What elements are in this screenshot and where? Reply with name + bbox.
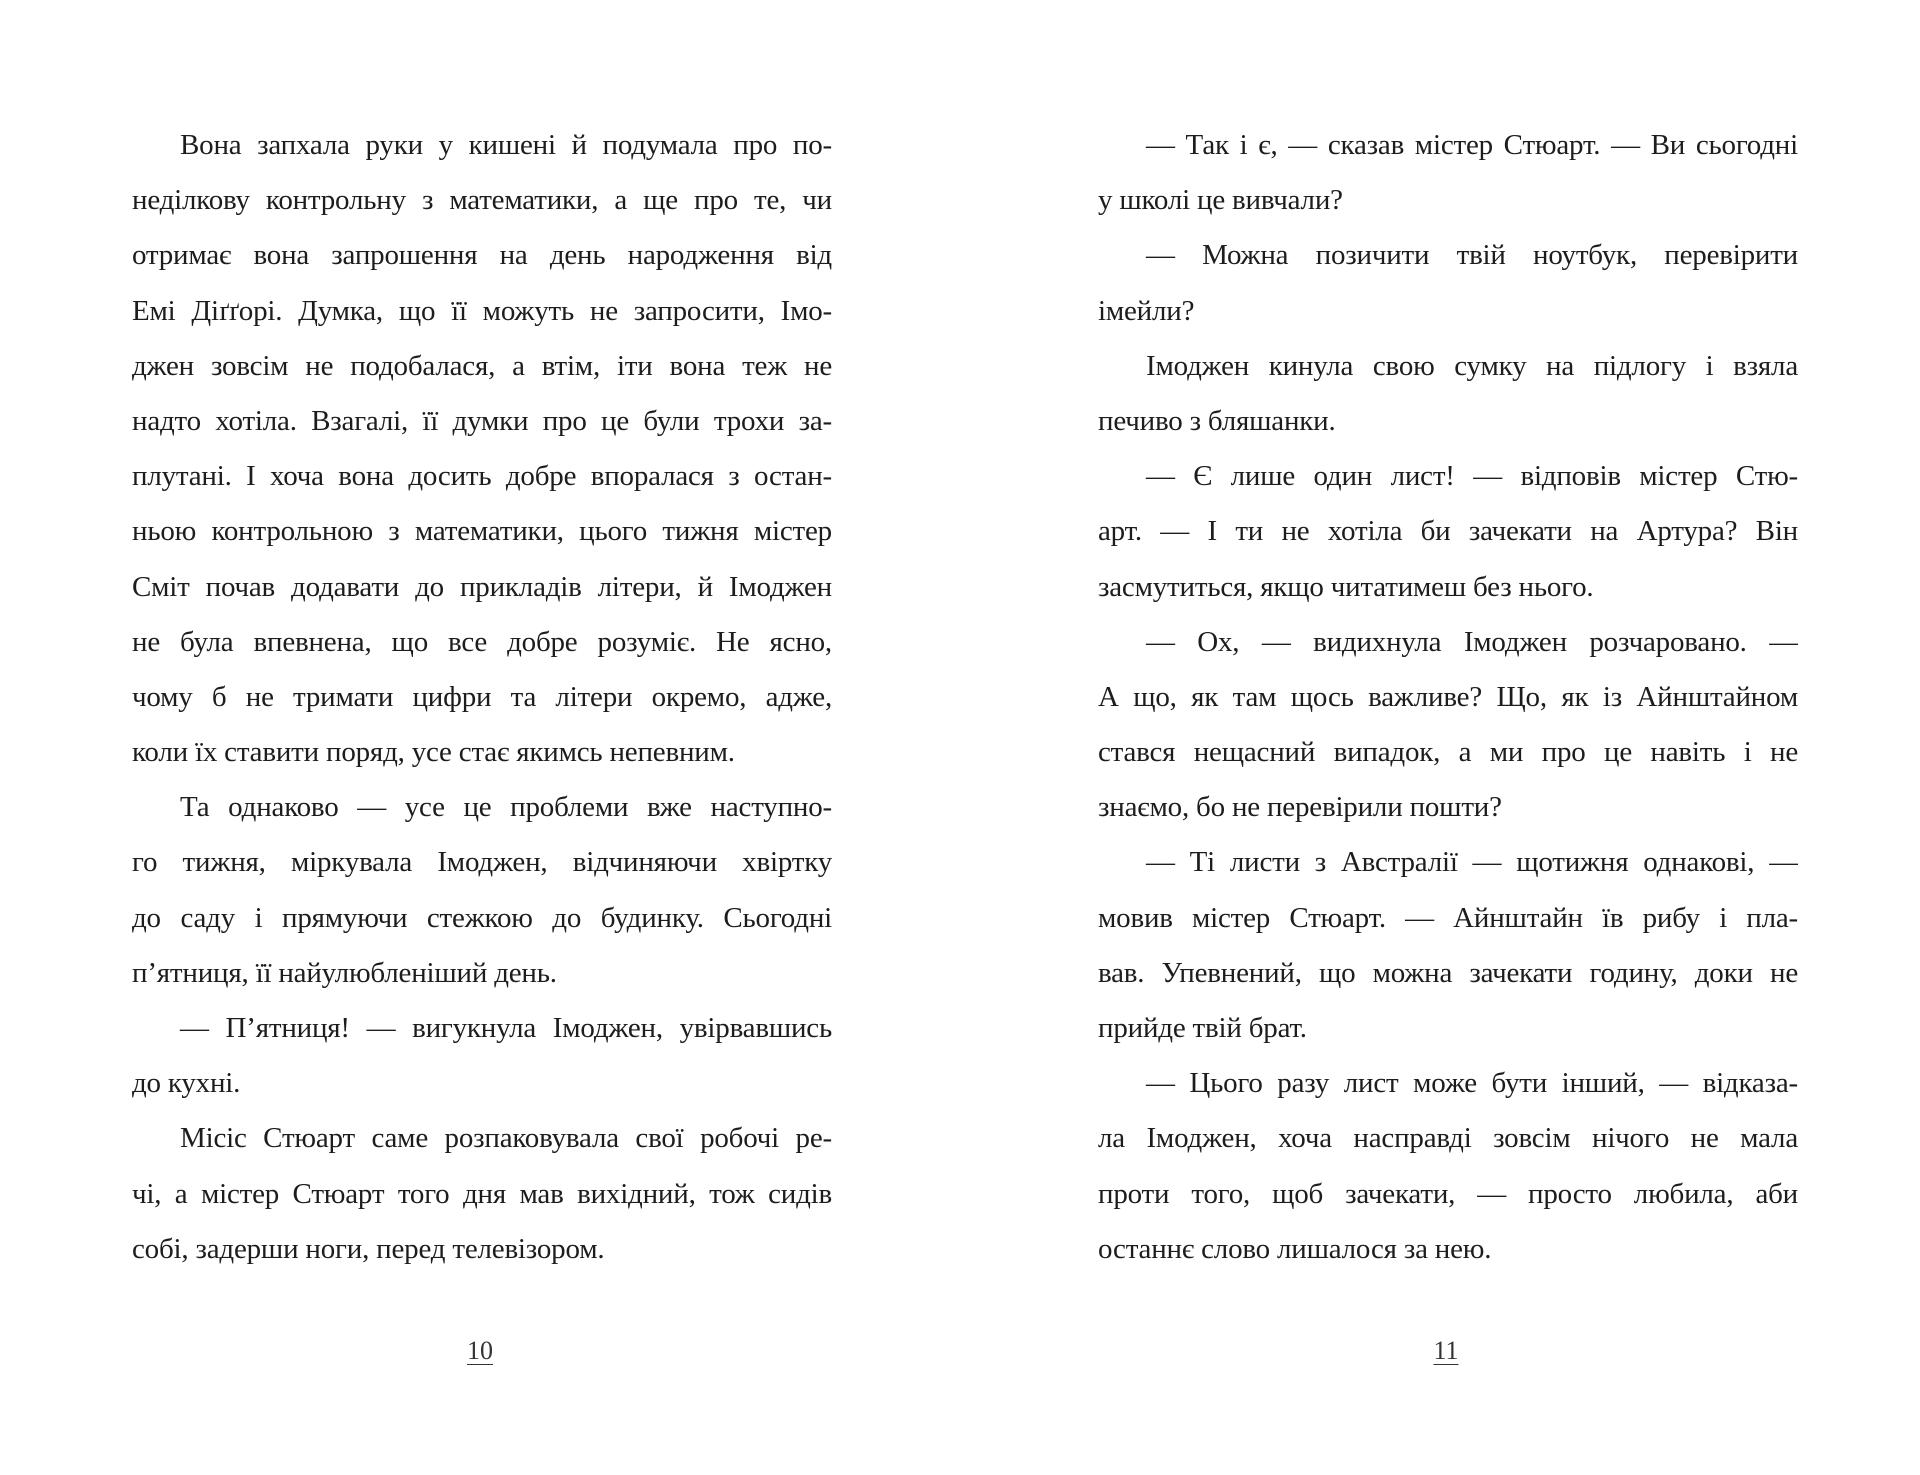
text-line: отримає вона запрошення на день народження від [132, 239, 832, 272]
paragraph [132, 1001, 832, 1111]
text-line: — Цього разу лист може бути інший, — відказа- [1146, 1067, 1798, 1100]
text-line: знаємо, бо не перевірили пошти? [1098, 791, 1502, 824]
text-line: собі, задерши ноги, перед телевізором. [132, 1232, 605, 1265]
paragraph [132, 118, 832, 780]
text-line: — Ох, — видихнула Імоджен розчаровано. — [1146, 625, 1798, 658]
paragraph [1098, 228, 1798, 338]
text-line: ньою контрольною з математики, цього тижня містер [132, 515, 832, 548]
text-line: коли їх ставити поряд, усе стає якимсь непевним. [132, 736, 735, 769]
paragraph [1098, 835, 1798, 1056]
text-line: стався нещасний випадок, а ми про це навіть і не [1098, 736, 1798, 769]
text-line: го тижня, міркувала Імоджен, відчиняючи хвіртку [132, 846, 832, 879]
text-line: Емі Діґґорі. Думка, що її можуть не запросити, Імо- [132, 294, 832, 327]
text-line: неділкову контрольну з математики, а ще про те, чи [132, 184, 832, 217]
text-line: не була впевнена, що все добре розуміє. Не ясно, [132, 625, 832, 658]
text-line: засмутиться, якщо читатимеш без нього. [1098, 570, 1594, 603]
text-line: Імоджен кинула свою сумку на підлогу і взяла [1146, 349, 1798, 382]
text-line: арт. — І ти не хотіла би зачекати на Артура? Він [1098, 515, 1798, 548]
text-line: проти того, щоб зачекати, — просто любила, аби [1098, 1177, 1798, 1210]
page-text [1098, 118, 1798, 1277]
text-line: Вона запхала руки у кишені й подумала про по- [180, 129, 832, 161]
text-line: — Можна позичити твій ноутбук, перевірити [1146, 239, 1798, 272]
text-line: — Так і є, — сказав містер Стюарт. — Ви сьогодні [1146, 129, 1798, 161]
text-line: імейли? [1098, 294, 1195, 327]
text-line: останнє слово лишалося за нею. [1098, 1232, 1492, 1265]
text-line: — П’ятниця! — вигукнула Імоджен, увірвавшись [180, 1012, 832, 1044]
text-line: до саду і прямуючи стежкою до будинку. Сьогодні [132, 901, 832, 934]
text-line: плутані. І хоча вона досить добре впоралася з остан- [132, 460, 832, 493]
text-line: — Ті листи з Австралії — щотижня однакові, — [1146, 846, 1798, 879]
text-line: Сміт почав додавати до прикладів літери, й Імоджен [132, 570, 832, 603]
text-line: вав. Упевнений, що можна зачекати годину, доки не [1098, 956, 1798, 989]
text-line: надто хотіла. Взагалі, її думки про це були трохи за- [132, 404, 832, 437]
right-page [960, 0, 1920, 1475]
text-line: А що, як там щось важливе? Що, як із Айнштайном [1098, 680, 1798, 713]
page-number: 10 [467, 1336, 493, 1365]
text-line: п’ятниця, її найулюбленіший день. [132, 956, 557, 989]
text-line: чі, а містер Стюарт того дня мав вихідний, тож сидів [132, 1177, 832, 1210]
text-line: джен зовсім не подобалася, а втім, іти вона теж не [132, 349, 832, 382]
text-line: чому б не тримати цифри та літери окремо, адже, [132, 680, 832, 713]
text-line: мовив містер Стюарт. — Айнштайн їв рибу і пла- [1098, 901, 1798, 934]
page-number: 11 [1433, 1336, 1459, 1365]
paragraph [1098, 615, 1798, 836]
text-line: до кухні. [132, 1067, 241, 1100]
text-line: Та однаково — усе це проблеми вже наступно- [180, 791, 832, 824]
text-line: ла Імоджен, хоча насправді зовсім нічого не мала [1098, 1122, 1798, 1155]
text-line: печиво з бляшанки. [1098, 404, 1336, 437]
text-line: Місіс Стюарт саме розпаковувала свої робочі ре- [180, 1122, 832, 1155]
paragraph [132, 1111, 832, 1277]
text-line: у школі це вивчали? [1098, 184, 1343, 217]
paragraph [1098, 1056, 1798, 1277]
paragraph [132, 780, 832, 1001]
text-line: прийде твій брат. [1098, 1012, 1307, 1044]
paragraph [1098, 118, 1798, 228]
paragraph [1098, 339, 1798, 449]
text-line: — Є лише один лист! — відповів містер Стю- [1146, 460, 1798, 493]
page-text [132, 118, 832, 1277]
paragraph [1098, 449, 1798, 615]
